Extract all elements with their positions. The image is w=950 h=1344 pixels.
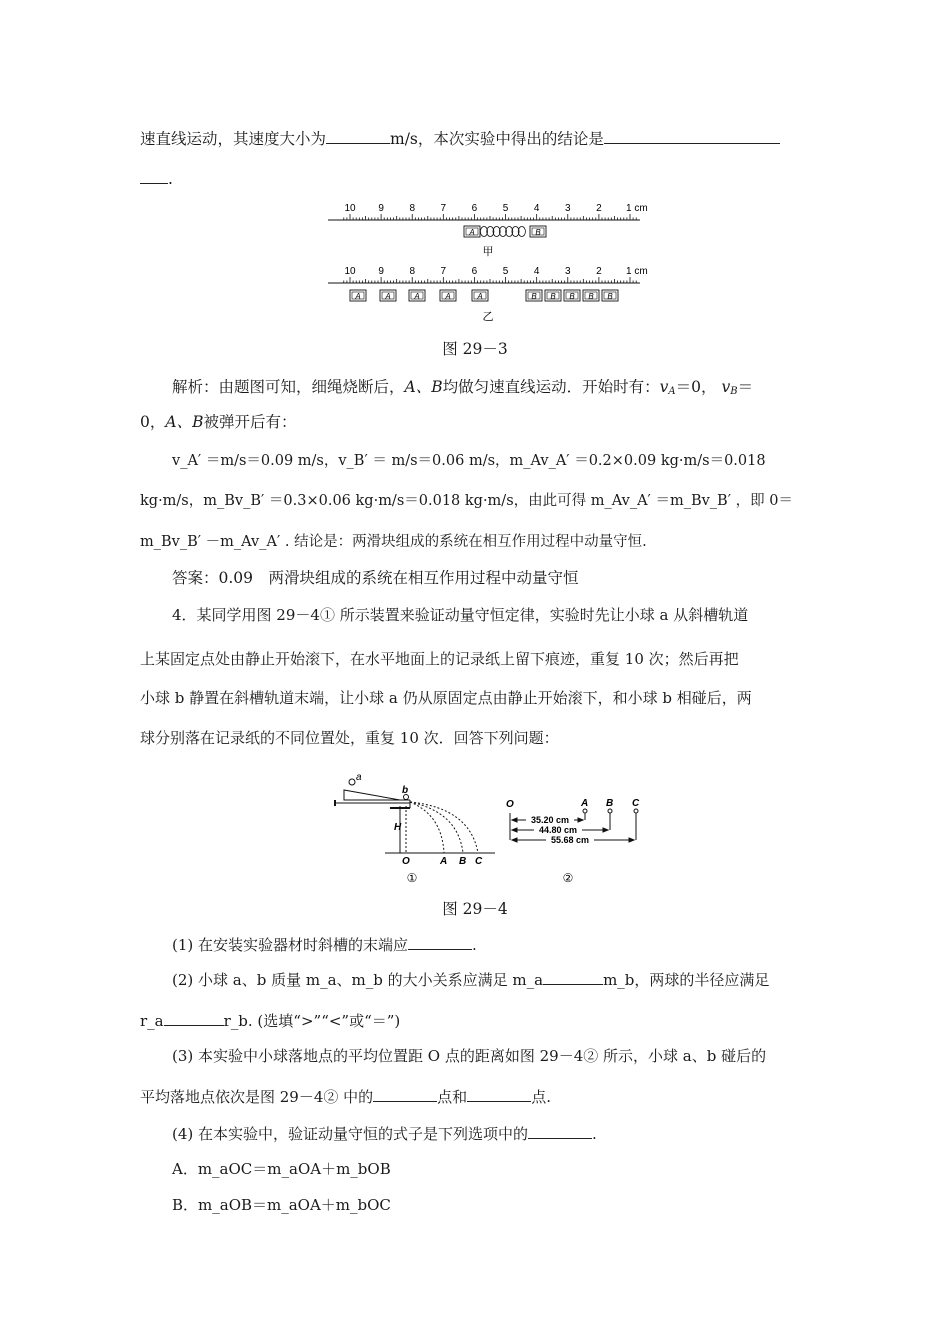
label-A1: A bbox=[440, 856, 448, 867]
ruler-top-label: 4 bbox=[533, 203, 540, 214]
ruler-top-label: 1 cm bbox=[626, 203, 648, 214]
ruler-top-label: 9 bbox=[378, 203, 384, 214]
answer-blank bbox=[543, 968, 603, 985]
figure-29-3 bbox=[320, 198, 660, 326]
figure-29-4 bbox=[330, 760, 660, 886]
option-B: B．m_aOB＝m_aOA＋m_bOC bbox=[172, 1196, 391, 1214]
block-A-top-label: A bbox=[469, 228, 475, 237]
distance-OB: 44.80 cm bbox=[538, 825, 578, 835]
label-A2: A bbox=[581, 798, 589, 809]
question-1: (1) 在安装实验器材时斜槽的末端应 . bbox=[172, 933, 812, 956]
ruler-bottom-label: 6 bbox=[471, 266, 478, 277]
ruler-top-label: 10 bbox=[344, 203, 356, 214]
distance-OA: 35.20 cm bbox=[530, 815, 570, 825]
label-C1: C bbox=[475, 856, 483, 867]
answer-blank bbox=[140, 167, 168, 184]
question-3: (3) 本实验中小球落地点的平均位置距 O 点的距离如图 29－4② 所示，小球 a、b 碰后的 bbox=[172, 1047, 767, 1065]
question-2-cont: r_a r_b. (选填“>”“<”或“＝”) bbox=[140, 1009, 812, 1032]
question-4: (4) 在本实验中，验证动量守恒的式子是下列选项中的 . bbox=[172, 1122, 812, 1145]
ruler-top-label: 8 bbox=[409, 203, 416, 214]
ruler-top-label: 3 bbox=[564, 203, 571, 214]
label-H: H bbox=[394, 822, 402, 833]
ruler-bottom-label: 2 bbox=[596, 266, 602, 277]
ruler-bottom-label: 1 cm bbox=[626, 266, 648, 277]
answer-blank bbox=[604, 127, 780, 144]
block-A-bottom-label: A bbox=[355, 292, 361, 301]
label-circle-2: ② bbox=[562, 871, 574, 885]
ruler-bottom-label: 3 bbox=[564, 266, 571, 277]
question-3-cont: 平均落地点依次是图 29－4② 中的 点和 点. bbox=[140, 1085, 812, 1108]
answer-blank bbox=[326, 127, 390, 144]
answer-blank bbox=[408, 933, 472, 950]
answer-blank bbox=[528, 1122, 592, 1139]
ruler-bottom-label: 8 bbox=[409, 266, 416, 277]
label-yi: 乙 bbox=[482, 311, 494, 323]
figure-caption-29-4: 图 29－4 bbox=[442, 900, 508, 918]
analysis-line-1: 解析：由题图可知，细绳烧断后，A、B均做匀速直线运动．开始时有：$v_A=0$， $v_B=$ bbox=[172, 378, 754, 397]
block-A-bottom-label: A bbox=[477, 292, 483, 301]
ruler-top bbox=[328, 203, 648, 220]
analysis-line-4: kg·m/s，m_Bv_B′ ＝0.3×0.06 kg·m/s＝0.018 kg·m/s，由此可得 m_Av_A′ ＝m_Bv_B′ ，即 0＝ bbox=[140, 493, 793, 509]
block-B-bottom-label: B bbox=[550, 292, 556, 301]
block-A-bottom-label: A bbox=[385, 292, 391, 301]
block-B-bottom-label: B bbox=[531, 292, 537, 301]
ruler-bottom-label: 10 bbox=[344, 266, 356, 277]
label-C2: C bbox=[632, 798, 640, 809]
block-B-bottom-label: B bbox=[569, 292, 575, 301]
ruler-top-label: 2 bbox=[596, 203, 602, 214]
label-O1: O bbox=[402, 856, 410, 867]
block-B-bottom-label: B bbox=[607, 292, 613, 301]
label-B1: B bbox=[459, 856, 467, 867]
ruler-bottom-label: 7 bbox=[440, 266, 447, 277]
q4-line-1: 4．某同学用图 29－4① 所示装置来验证动量守恒定律，实验时先让小球 a 从斜槽轨道 bbox=[172, 606, 749, 624]
block-A-bottom-label: A bbox=[445, 292, 451, 301]
label-jia: 甲 bbox=[482, 246, 494, 258]
q4-line-3: 小球 b 静置在斜槽轨道末端，让小球 a 仍从原固定点由静止开始滚下，和小球 b 相碰后，两 bbox=[140, 689, 752, 707]
label-a: a bbox=[356, 772, 362, 783]
question-2: (2) 小球 a、b 质量 m_a、m_b 的大小关系应满足 m_a m_b，两球的半径应满足 bbox=[172, 968, 812, 991]
option-A: A．m_aOC＝m_aOA＋m_bOB bbox=[172, 1160, 391, 1178]
ruler-top-label: 6 bbox=[471, 203, 478, 214]
label-b: b bbox=[402, 785, 409, 796]
label-B2: B bbox=[606, 798, 614, 809]
ruler-bottom-label: 5 bbox=[502, 266, 509, 277]
ruler-bottom-label: 4 bbox=[533, 266, 540, 277]
answer-blank bbox=[373, 1085, 437, 1102]
ruler-bottom bbox=[328, 266, 648, 283]
ruler-top-label: 5 bbox=[502, 203, 509, 214]
analysis-line-5: m_Bv_B′ －m_Av_A′ . 结论是：两滑块组成的系统在相互作用过程中动量守恒. bbox=[140, 534, 647, 550]
ruler-bottom-label: 9 bbox=[378, 266, 384, 277]
answer-line: 答案：0.09 两滑块组成的系统在相互作用过程中动量守恒 bbox=[172, 569, 579, 587]
figure-caption-29-3: 图 29－3 bbox=[442, 340, 508, 358]
distance-OC: 55.68 cm bbox=[550, 835, 590, 845]
label-O2: O bbox=[506, 799, 514, 810]
q4-line-2: 上某固定点处由静止开始滚下，在水平地面上的记录纸上留下痕迹，重复 10 次；然后再把 bbox=[140, 650, 739, 668]
label-circle-1: ① bbox=[406, 871, 418, 885]
text-line-2: . bbox=[140, 167, 812, 190]
apparatus-diagram bbox=[335, 779, 495, 853]
text-line-1: 速直线运动，其速度大小为 m/s，本次实验中得出的结论是 bbox=[140, 127, 812, 150]
block-B-bottom-label: B bbox=[588, 292, 594, 301]
answer-blank bbox=[164, 1009, 224, 1026]
analysis-line-3: v_A′ ＝m/s＝0.09 m/s，v_B′ ＝ m/s＝0.06 m/s，m_Av_A′ ＝0.2×0.09 kg·m/s＝0.018 bbox=[172, 453, 766, 469]
q4-line-4: 球分别落在记录纸的不同位置处，重复 10 次．回答下列问题： bbox=[140, 729, 559, 747]
block-A-bottom-label: A bbox=[414, 292, 420, 301]
block-B-top-label: B bbox=[535, 228, 541, 237]
ruler-top-label: 7 bbox=[440, 203, 447, 214]
analysis-line-2: 0，A、B被弹开后有： bbox=[140, 413, 297, 431]
answer-blank bbox=[467, 1085, 531, 1102]
blocks bbox=[350, 226, 618, 301]
